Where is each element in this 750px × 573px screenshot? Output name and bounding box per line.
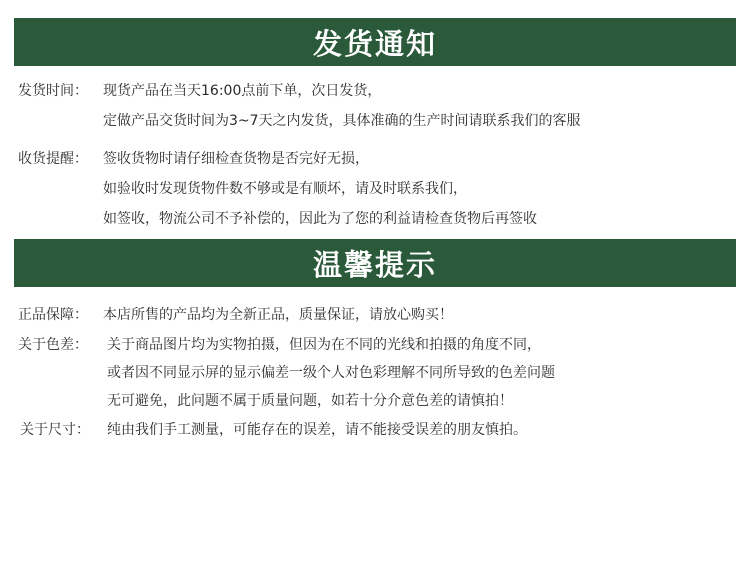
genuine-guarantee-text xyxy=(103,300,742,330)
text-line: 无可避免，此问题不属于质量问题，如若十分介意色差的请慎拍！ xyxy=(107,393,513,409)
shipping-notice-banner xyxy=(14,18,736,66)
receipt-reminder-label: 收货提醒： xyxy=(18,151,88,167)
shipping-time-row xyxy=(0,76,750,129)
genuine-guarantee-label: 正品保障： xyxy=(18,307,88,323)
shipping-time-text xyxy=(103,76,742,136)
text-line: 现货产品在当天16:00点前下单，次日发货， xyxy=(103,83,382,99)
genuine-guarantee-row xyxy=(0,300,750,330)
receipt-reminder-text xyxy=(103,144,742,234)
receipt-reminder-row xyxy=(0,144,750,227)
text-line: 定做产品交货时间为3~7天之内发货，具体准确的生产时间请联系我们的客服 xyxy=(103,113,581,129)
size-row xyxy=(0,415,750,445)
color-difference-row xyxy=(0,331,750,415)
text-line: 签收货物时请仔细检查货物是否完好无损， xyxy=(103,151,369,167)
warm-tips-section xyxy=(0,300,750,445)
text-line: 本店所售的产品均为全新正品，质量保证，请放心购买！ xyxy=(103,307,453,323)
text-line: 如验收时发现货物件数不够或是有顺坏，请及时联系我们， xyxy=(103,181,467,197)
size-text xyxy=(107,415,742,445)
text-line: 关于商品图片均为实物拍摄，但因为在不同的光线和拍摄的角度不同， xyxy=(107,337,541,353)
text-line: 或者因不同显示屏的显示偏差一级个人对色彩理解不同所导致的色差问题 xyxy=(107,365,555,381)
shipping-notice-section xyxy=(0,76,750,227)
shipping-time-label: 发货时间： xyxy=(18,83,88,99)
warm-tips-title: 温馨提示 xyxy=(312,247,437,282)
size-label: 关于尺寸： xyxy=(20,422,90,438)
warm-tips-banner xyxy=(14,239,736,287)
color-difference-label: 关于色差： xyxy=(18,337,88,353)
text-line: 纯由我们手工测量，可能存在的误差，请不能接受误差的朋友慎拍。 xyxy=(107,422,527,438)
shipping-notice-title: 发货通知 xyxy=(312,26,437,61)
color-difference-text xyxy=(107,331,742,415)
text-line: 如签收，物流公司不予补偿的，因此为了您的利益请检查货物后再签收 xyxy=(103,211,537,227)
